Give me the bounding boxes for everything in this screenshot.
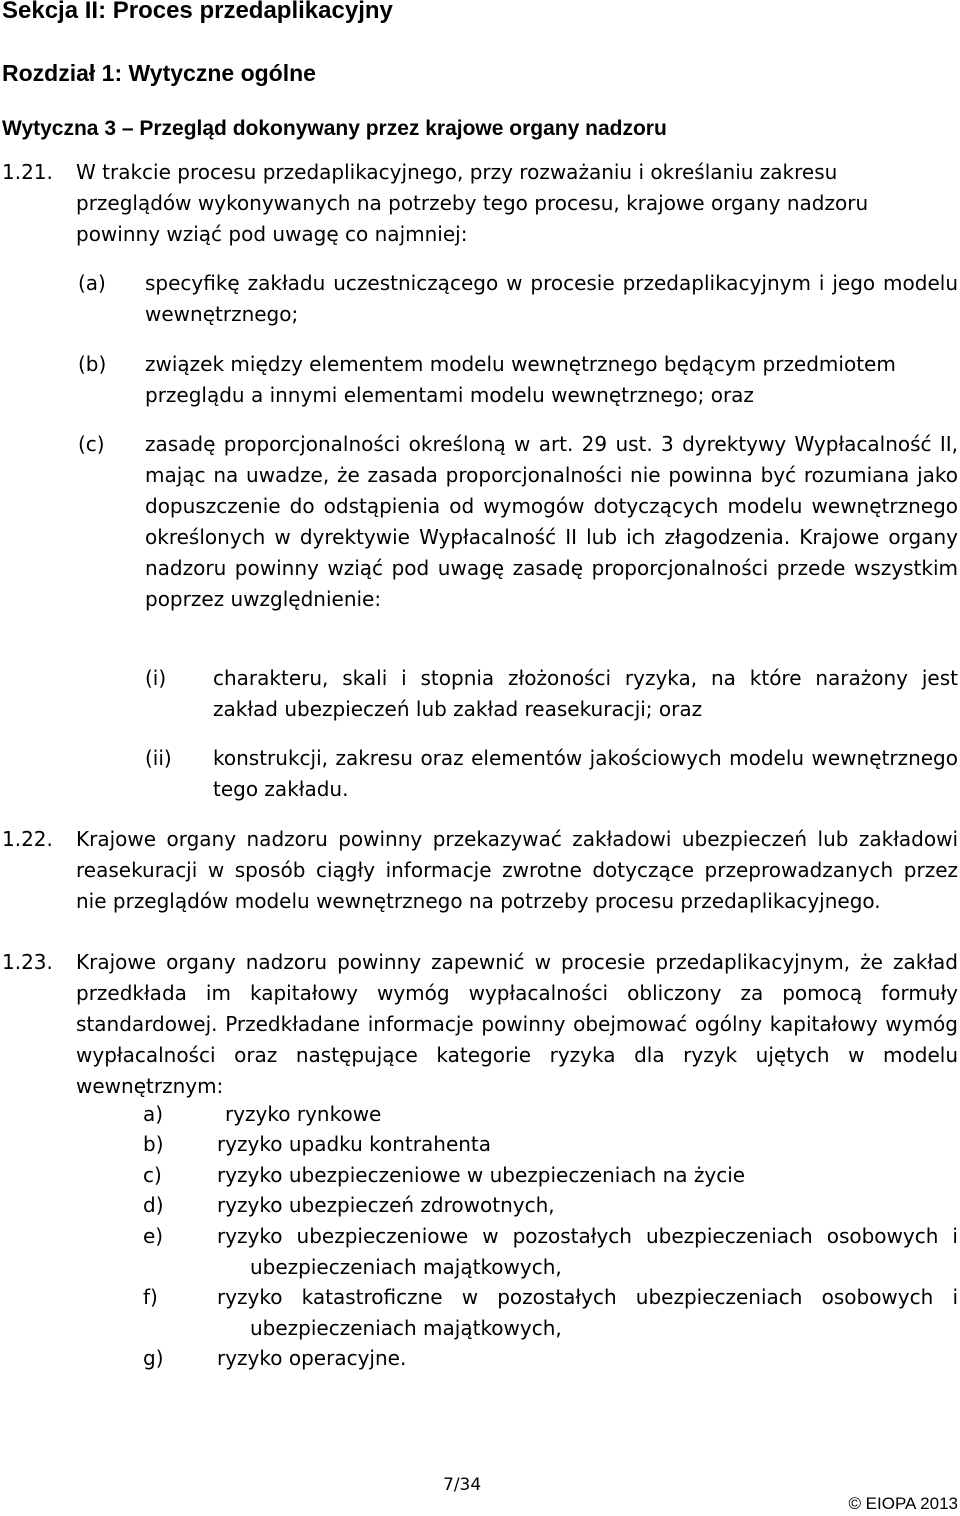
sublist-label: (i)	[145, 666, 167, 690]
list-item: zasadę proporcjonalności określoną w art. 29 ust. 3 dyrektywy Wypłacalność II, mając na uwadze, że zasada proporcjonalności nie powinna być rozumiana jako dopuszczenie do odstąpienia od wymogów dotyczących modelu wewnętrznego określonych w dyrektywie Wypłacalność II lub ich złagodzenia. Krajowe organy nadzoru powinny wziąć pod uwagę zasadę proporcjonalności przede wszystkim poprzez uwzględnienie:	[145, 432, 958, 611]
section-heading: Sekcja II: Proces przedaplikacyjny	[2, 0, 393, 24]
list-item: ryzyko ubezpieczeniowe w pozostałych ubezpieczeniach osobowych i ubezpieczeniach majątkowych,	[217, 1224, 958, 1279]
sublist-label: (ii)	[145, 746, 172, 770]
list-item: ryzyko rynkowe	[225, 1102, 382, 1126]
list-label: d)	[143, 1193, 164, 1217]
list-label: (b)	[78, 352, 107, 376]
list-label: a)	[143, 1102, 164, 1126]
list-label: b)	[143, 1132, 164, 1156]
sublist-item: charakteru, skali i stopnia złożoności ryzyka, na które narażony jest zakład ubezpieczeń lub zakład reasekuracji; oraz	[213, 666, 958, 721]
paragraph-number: 1.23.	[2, 950, 53, 974]
sublist-item: konstrukcji, zakresu oraz elementów jakościowych modelu wewnętrznego tego zakładu.	[213, 746, 958, 801]
list-item: specyfikę zakładu uczestniczącego w procesie przedaplikacyjnym i jego modelu wewnętrznego;	[145, 271, 958, 326]
paragraph-text: Krajowe organy nadzoru powinny przekazywać zakładowi ubezpieczeń lub zakładowi reasekuracji w sposób ciągły informacje zwrotne dotyczące przeprowadzanych przez nie przeglądów modelu wewnętrznego na potrzeby procesu przedaplikacyjnego.	[76, 827, 958, 913]
paragraph-text: Krajowe organy nadzoru powinny zapewnić w procesie przedaplikacyjnym, że zakład przedkłada im kapitałowy wymóg wypłacalności obliczony za pomocą formuły standardowej. Przedkładane informacje powinny obejmować ogólny kapitałowy wymóg wypłacalności oraz następujące kategorie ryzyka dla ryzyk ujętych w modelu wewnętrznym:	[76, 950, 958, 1098]
list-label: c)	[143, 1163, 162, 1187]
list-item: ryzyko ubezpieczeniowe w ubezpieczeniach na życie	[217, 1163, 746, 1187]
list-label: e)	[143, 1224, 164, 1248]
list-item: ryzyko katastroficzne w pozostałych ubezpieczeniach osobowych i ubezpieczeniach majątkowych,	[217, 1285, 958, 1340]
list-item: ryzyko upadku kontrahenta	[217, 1132, 492, 1156]
list-label: (a)	[78, 271, 106, 295]
list-item: ryzyko operacyjne.	[217, 1346, 407, 1370]
chapter-heading: Rozdział 1: Wytyczne ogólne	[2, 60, 316, 86]
list-label: f)	[143, 1285, 158, 1309]
paragraph-number: 1.21.	[2, 160, 53, 184]
paragraph-text: W trakcie procesu przedaplikacyjnego, przy rozważaniu i określaniu zakresu przeglądów wykonywanych na potrzeby tego procesu, krajowe organy nadzoru powinny wziąć pod uwagę co najmniej:	[76, 160, 869, 246]
paragraph-number: 1.22.	[2, 827, 53, 851]
copyright-notice: © EIOPA 2013	[848, 1494, 958, 1513]
list-label: (c)	[78, 432, 105, 456]
guideline-heading: Wytyczna 3 – Przegląd dokonywany przez krajowe organy nadzoru	[2, 117, 667, 140]
list-item: związek między elementem modelu wewnętrznego będącym przedmiotem przeglądu a innymi elementami modelu wewnętrznego; oraz	[145, 352, 896, 407]
page-number: 7/34	[443, 1475, 482, 1495]
list-label: g)	[143, 1346, 164, 1370]
list-item: ryzyko ubezpieczeń zdrowotnych,	[217, 1193, 555, 1217]
